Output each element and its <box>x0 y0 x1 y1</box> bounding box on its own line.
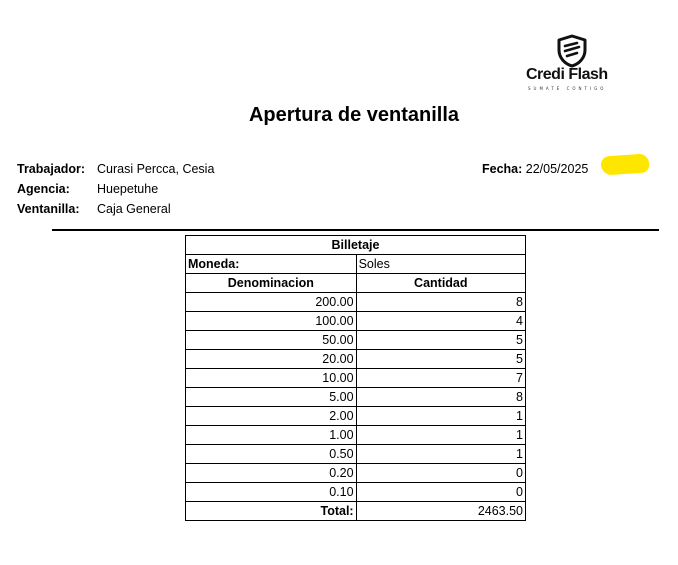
denominacion-cell: 50.00 <box>186 331 357 350</box>
cantidad-cell: 1 <box>356 407 525 426</box>
table-row <box>186 483 526 502</box>
trabajador-label: Trabajador: <box>17 162 86 176</box>
shield-logo-icon <box>555 34 589 68</box>
table-row <box>186 369 526 388</box>
cantidad-cell: 5 <box>356 331 525 350</box>
ventanilla-value: Caja General <box>97 202 171 216</box>
page-title: Apertura de ventanilla <box>248 104 460 126</box>
table-title: Billetaje <box>186 236 526 255</box>
denominacion-cell: 1.00 <box>186 426 357 445</box>
table-row <box>186 331 526 350</box>
denominacion-cell: 0.50 <box>186 445 357 464</box>
billetaje-table <box>185 235 526 521</box>
trabajador-value: Curasi Percca, Cesia <box>97 162 215 176</box>
cantidad-cell: 1 <box>356 445 525 464</box>
fecha-value: 22/05/2025 <box>525 162 589 176</box>
cantidad-cell: 1 <box>356 426 525 445</box>
agencia-value: Huepetuhe <box>97 182 159 196</box>
info-block <box>17 160 214 220</box>
divider <box>52 229 659 231</box>
table-row <box>186 445 526 464</box>
fecha-field <box>482 160 588 178</box>
cantidad-cell: 7 <box>356 369 525 388</box>
column-header-cantidad: Cantidad <box>356 274 525 293</box>
company-logo <box>522 34 622 94</box>
fecha-label: Fecha: <box>482 162 523 176</box>
table-row <box>186 312 526 331</box>
cantidad-cell: 8 <box>356 388 525 407</box>
total-value: 2463.50 <box>356 502 525 521</box>
cantidad-cell: 4 <box>356 312 525 331</box>
ventanilla-label: Ventanilla: <box>17 202 80 216</box>
table-row <box>186 350 526 369</box>
ventanilla-row <box>17 200 214 220</box>
table-row <box>186 426 526 445</box>
total-row <box>186 502 526 521</box>
table-row <box>186 388 526 407</box>
table-header-row <box>186 274 526 293</box>
trabajador-row <box>17 160 214 180</box>
highlight-mark <box>600 153 649 175</box>
logo-tagline: SUMATE CONTIGO <box>528 86 607 91</box>
table-row <box>186 464 526 483</box>
denominacion-cell: 5.00 <box>186 388 357 407</box>
moneda-label: Moneda: <box>186 255 357 274</box>
cantidad-cell: 5 <box>356 350 525 369</box>
table-row <box>186 293 526 312</box>
denominacion-cell: 200.00 <box>186 293 357 312</box>
moneda-row <box>186 255 526 274</box>
total-label: Total: <box>186 502 357 521</box>
moneda-value: Soles <box>356 255 525 274</box>
column-header-denominacion: Denominacion <box>186 274 357 293</box>
cantidad-cell: 0 <box>356 464 525 483</box>
denominacion-cell: 0.20 <box>186 464 357 483</box>
agencia-row <box>17 180 214 200</box>
denominacion-cell: 10.00 <box>186 369 357 388</box>
denominacion-cell: 100.00 <box>186 312 357 331</box>
cantidad-cell: 0 <box>356 483 525 502</box>
agencia-label: Agencia: <box>17 182 70 196</box>
denominacion-cell: 0.10 <box>186 483 357 502</box>
denominacion-cell: 2.00 <box>186 407 357 426</box>
logo-wordmark: Credi Flash <box>526 66 608 83</box>
denominacion-cell: 20.00 <box>186 350 357 369</box>
table-row <box>186 407 526 426</box>
table-title-row <box>186 236 526 255</box>
cantidad-cell: 8 <box>356 293 525 312</box>
